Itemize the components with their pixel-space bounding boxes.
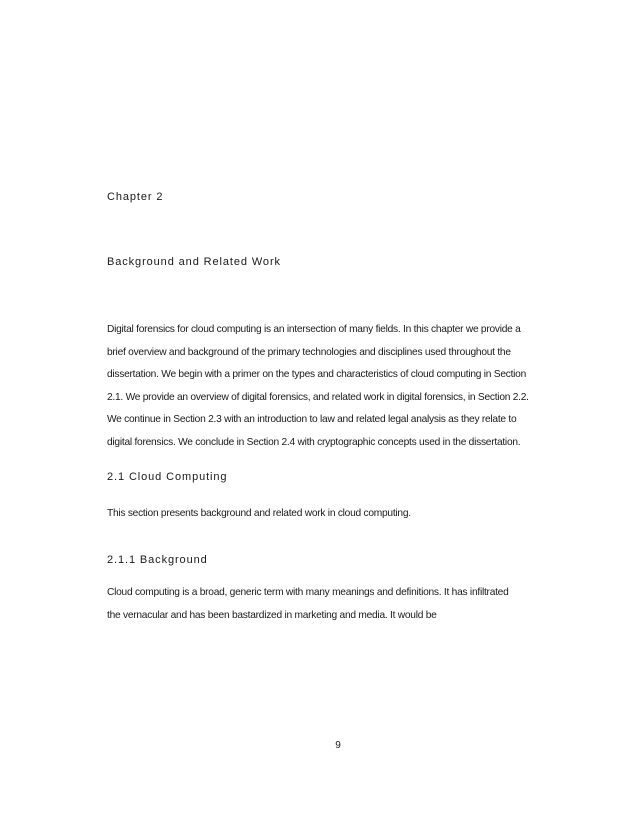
paragraph-line: We continue in Section 2.3 with an introduction to law and related legal analysis as they relate to (107, 414, 517, 426)
paragraph-line: 2.1. We provide an overview of digital forensics, and related work in digital forensics, in Section 2.2. (107, 391, 529, 403)
subsection-heading: 2.1.1 Background (107, 554, 208, 566)
paragraph-line: digital forensics. We conclude in Section 2.4 with cryptographic concepts used in the dissertation. (107, 436, 521, 448)
paragraph-line: brief overview and background of the primary technologies and disciplines used throughout the (107, 346, 511, 358)
paragraph-line: Digital forensics for cloud computing is an intersection of many fields. In this chapter we provide a (107, 324, 521, 335)
chapter-title: Background and Related Work (107, 256, 281, 268)
paragraph-line: Cloud computing is a broad, generic term with many meanings and definitions. It has infiltrated (107, 587, 509, 598)
subsection-paragraph (107, 582, 509, 627)
chapter-label: Chapter 2 (107, 191, 164, 203)
paragraph-line: This section presents background and related work in cloud computing. (107, 508, 411, 519)
page-number: 9 (335, 740, 341, 751)
paragraph-line: dissertation. We begin with a primer on the types and characteristics of cloud computing in Section (107, 369, 527, 381)
section-intro-text (107, 503, 411, 526)
intro-paragraph (107, 319, 529, 455)
paragraph-line: the vernacular and has been bastardized in marketing and media. It would be (107, 609, 437, 621)
section-heading: 2.1 Cloud Computing (107, 471, 228, 483)
